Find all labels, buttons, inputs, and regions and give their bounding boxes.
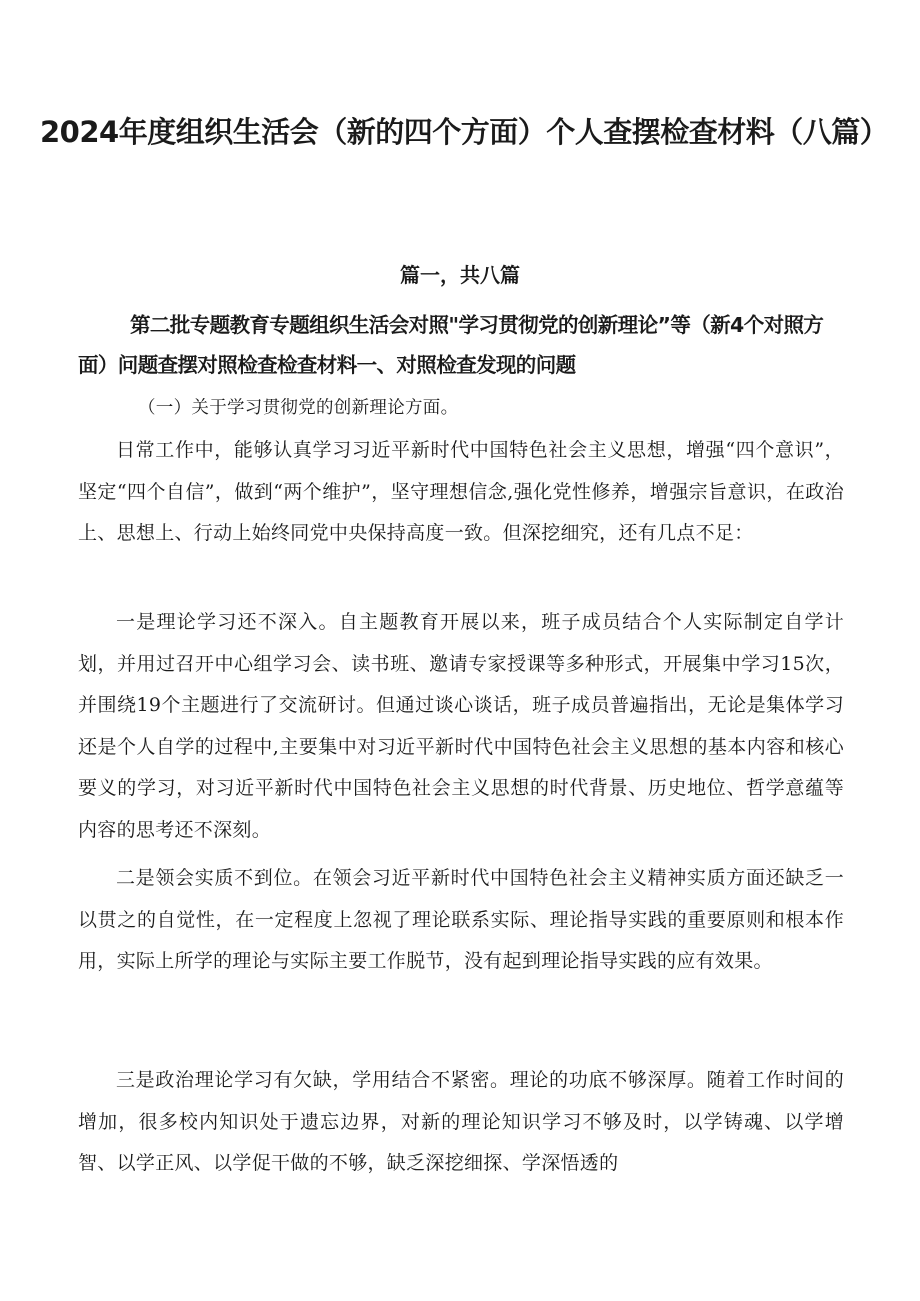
paragraph-subsection-heading: （一）关于学习贯彻党的创新理论方面。 xyxy=(138,398,459,418)
paragraph: 三是政治理论学习有欠缺，学用结合不紧密。理论的功底不够深厚。随着工作时间的增加，很多校内知识处于遗忘边界，对新的理论知识学习不够及时，以学铸魂、以学增智、以学正风、以学促干做的不够，缺乏深挖细探、学深悟透的 xyxy=(78,1069,844,1174)
section-heading: 篇一，共八篇 xyxy=(400,263,520,287)
paragraph: 二是领会实质不到位。在领会习近平新时代中国特色社会主义精神实质方面还缺乏一以贯之的自觉性，在一定程度上忽视了理论联系实际、理论指导实践的重要原则和根本作用，实际上所学的理论与实际主要工作脱节，没有起到理论指导实践的应有效果。 xyxy=(78,867,844,972)
document-subtitle: 第二批专题教育专题组织生活会对照"学习贯彻党的创新理论”等（新4个对照方面）问题查摆对照检查检查材料一、对照检查发现的问题 xyxy=(78,313,824,377)
paragraph: 日常工作中，能够认真学习习近平新时代中国特色社会主义思想，增强“四个意识”，坚定“四个自信”，做到“两个维护”，坚守理想信念,强化党性修养，增强宗旨意识，在政治上、思想上、行动上始终同党中央保持高度一致。但深挖细究，还有几点不足： xyxy=(78,439,844,544)
paragraph: 一是理论学习还不深入。自主题教育开展以来，班子成员结合个人实际制定自学计划，并用过召开中心组学习会、读书班、邀请专家授课等多种形式，开展集中学习15次，并围绕19个主题进行了交流研讨。但通过谈心谈话，班子成员普遍指出，无论是集体学习还是个人自学的过程中,主要集中对习近平新时代中国特色社会主义思想的基本内容和核心要义的学习，对习近平新时代中国特色社会主义思想的时代背景、历史地位、哲学意蕴等内容的思考还不深刻。 xyxy=(78,611,844,841)
document-title: 2024年度组织生活会（新的四个方面）个人查摆检查材料（八篇） xyxy=(40,115,889,149)
